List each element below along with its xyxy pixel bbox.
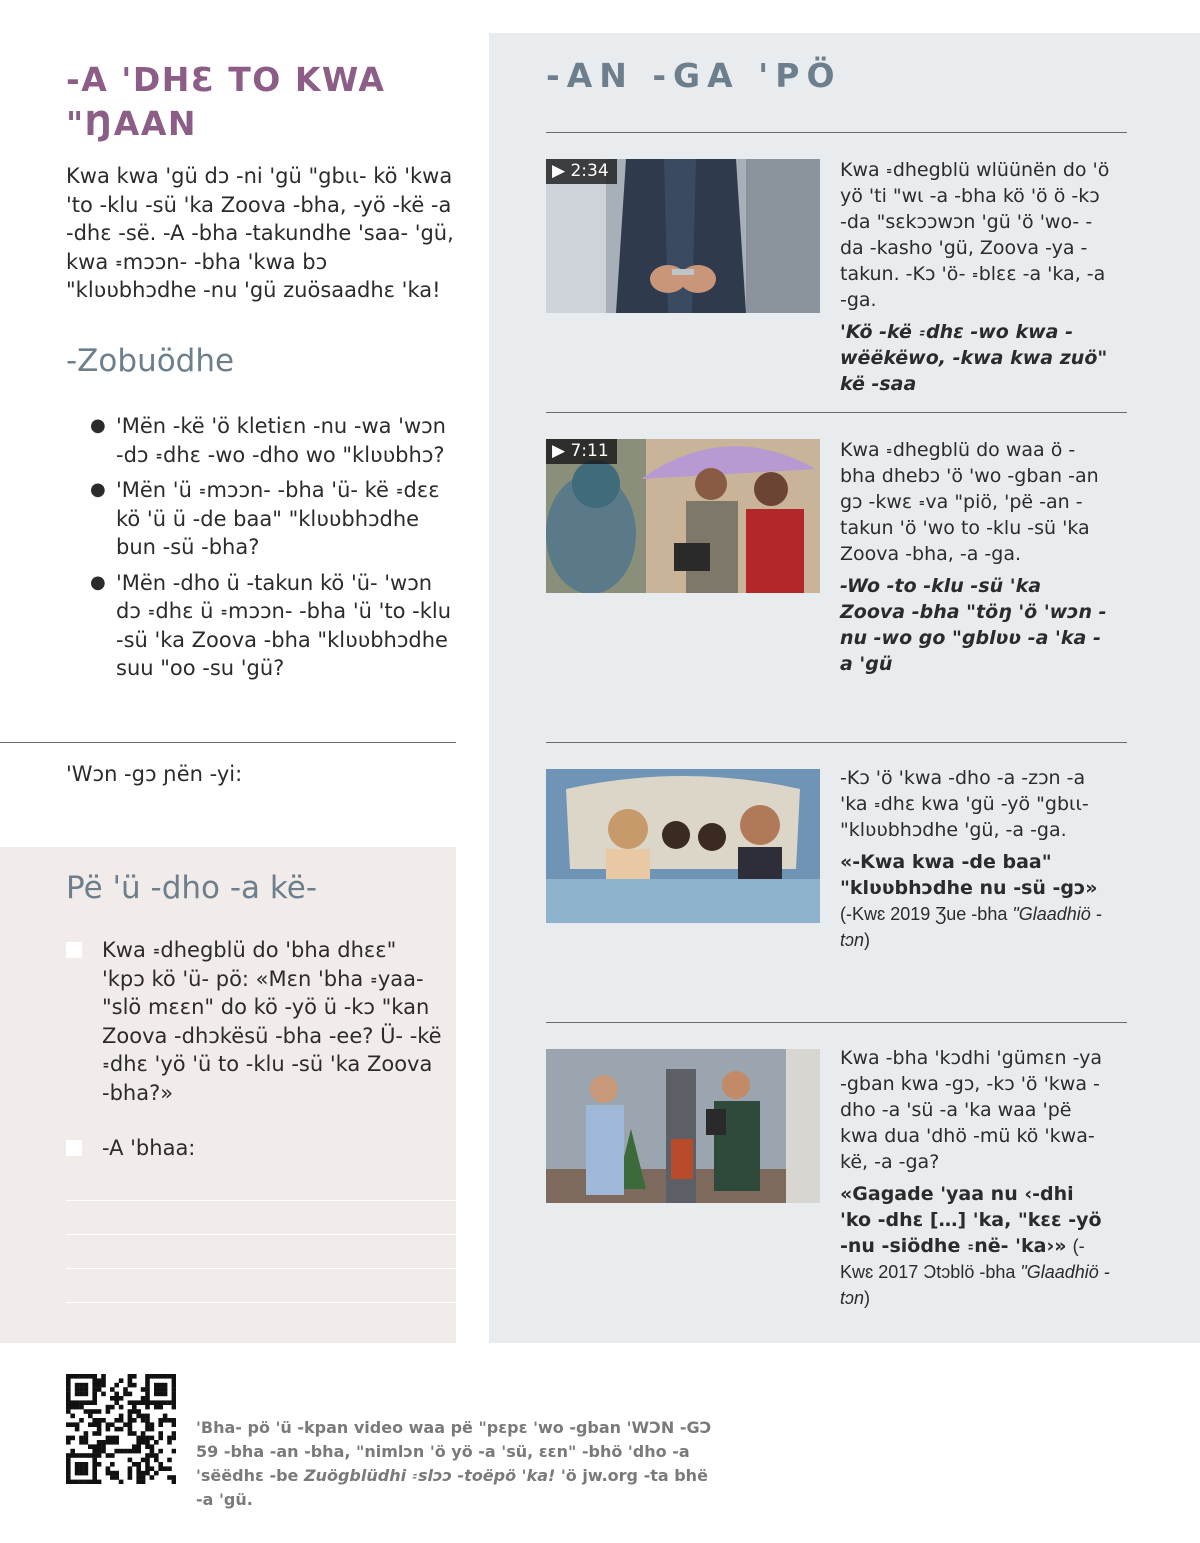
checklist-item [66,936,442,1106]
divider [546,742,1127,743]
neighbor-argument-scene-image [546,1049,820,1203]
article-title[interactable]: «-Kwa kwa -de baa" "klʋʋbhɔdhe nu -sü -gɔ» [840,851,1098,899]
article-source: (-Kwɛ 2019 Ʒue -bha "Glaadhiö -tɔn) [840,904,1102,950]
try-heading: Pë 'ü -dho -a kë- [66,870,318,906]
video-thumbnail[interactable] [546,159,820,313]
writing-line[interactable] [66,1200,456,1201]
video-summary: -Kɔ 'ö 'kwa -dho -a -zɔn -a 'ka ꞊dhɛ kwa 'gü -yö "gbɩɩ- "klʋʋbhɔdhe 'gü, -a -ga. [840,767,1089,841]
discussion-questions [90,412,460,690]
bullet-icon: ● [90,479,106,500]
question-text: 'Mën -dho ü -takun kö 'ü- 'wɔn dɔ ꞊dhɛ ü ꞊mɔɔn- -bha 'ü 'to -klu -sü 'ka Zoova -bha "klʋʋbhɔdhe suu "oo -su 'gü? [116,570,452,680]
video-thumbnail[interactable] [546,1049,820,1203]
article-title[interactable]: «Gagade 'yaa nu ‹-dhi 'ko -dhɛ […] 'ka, "kɛɛ -yö -nu -siödhe ꞊në- 'ka›» [840,1183,1102,1257]
checkbox[interactable] [66,942,82,958]
page-title: -A 'DHƐ TO KWA "ŊAAN [66,60,386,143]
checklist-text: Kwa ꞊dhegblü do 'bha dhɛɛ" 'kpɔ kö 'ü- pö: «Mɛn 'bha ꞊yaa- "slö mɛɛn" do kö -yö ü -kɔ "kan Zoova -dhɔkësü -bha -ee? Ü- -kë ꞊dhɛ 'yö 'ü to -klu -sü 'ka Zoova -bha?» [102,938,442,1105]
video-summary: Kwa -bha 'kɔdhi 'gümɛn -ya -gban kwa -gɔ, -kɔ 'ö 'kwa -dho -a 'sü -a 'ka waa 'pë kwa dua 'dhö -mü kö 'kwa- kë, -a -ga? [840,1047,1103,1173]
video-summary: Kwa ꞊dhegblü wlüünën do 'ö yö 'ti "wɩ -a -bha kö 'ö ö -kɔ -da "sɛkɔɔwɔn 'gü 'ö 'wo- -da -kasho 'gü, Zoova -ya -takun. -Kɔ 'ö- ꞊blɛɛ -a 'ka, -a -ga. [840,159,1110,311]
publication-name: "Glaadhiö -tɔn [840,1262,1110,1308]
video-description [840,437,1110,677]
bullet-icon: ● [90,415,106,436]
video-thumbnail[interactable] [546,439,820,593]
publication-name: "Glaadhiö -tɔn [840,904,1102,950]
divider [546,412,1127,413]
question-text: 'Mën -kë 'ö kletiɛn -nu -wa 'wɔn -dɔ ꞊dhɛ -wo -dho wo "klʋʋbhɔ? [116,414,446,467]
article-source: (-Kwɛ 2017 Ɔtɔblö -bha "Glaadhiö -tɔn) [840,1236,1110,1308]
next-question-label: 'Wɔn -gɔ ɲën -yi: [66,762,243,786]
qr-code-image [66,1374,176,1484]
video-description [840,765,1110,953]
publication-name: Zuögblüdhi ꞊slɔɔ -toëpö 'ka! [303,1466,556,1485]
video-reference [840,1181,1110,1311]
divider [546,1022,1127,1023]
discussion-heading: -Zobuödhe [66,343,235,379]
video-title[interactable]: 'Kö -kë ꞊dhɛ -wo kwa -wëëkëwo, -kwa kwa zuö" kë -saa [840,321,1108,395]
video-duration: ▶ 7:11 [546,439,617,464]
divider [0,742,456,743]
video-reference [840,849,1110,953]
writing-line[interactable] [66,1302,456,1303]
writing-line[interactable] [66,1234,456,1235]
video-duration: ▶ 2:34 [546,159,617,184]
question-item [90,569,460,683]
question-item [90,412,460,469]
qr-code[interactable] [66,1374,176,1484]
checklist-text: -A 'bhaa: [102,1136,196,1160]
family-car-scene-image [546,769,820,923]
checklist-item [66,1134,436,1166]
writing-line[interactable] [66,1268,456,1269]
footer-note: 'Bha- pö 'ü -kpan video waa pë "pɛpɛ 'wo -gban 'WƆN -GƆ 59 -bha -an -bha, "nimlɔn 'ö yö -a 'sü, ɛɛn" -bhö 'dho -a 'sëëdhɛ -be Zuögblüdhi ꞊slɔɔ -toëpö 'ka! 'ö jw.org -ta bhë -a 'gü. [196,1418,712,1509]
video-summary: Kwa ꞊dhegblü do waa ö -bha dhebɔ 'ö 'wo -gban -an gɔ -kwɛ ꞊va "piö, 'pë -an -takun 'ö 'wo to -klu -sü 'ka Zoova -bha, -a -ga. [840,439,1099,565]
video-description [840,157,1110,397]
videos-heading: -AN -GA 'PÖ [546,56,842,95]
bullet-icon: ● [90,571,106,593]
divider [546,132,1127,133]
checkbox[interactable] [66,1140,82,1156]
question-item [90,476,460,562]
question-text: 'Mën 'ü ꞊mɔɔn- -bha 'ü- kë ꞊dɛɛ kö 'ü ü -de baa" "klʋʋbhɔdhe bun -sü -bha? [116,478,440,559]
intro-paragraph: Kwa kwa 'gü dɔ -ni 'gü "gbɩɩ- kö 'kwa 'to -klu -sü 'ka Zoova -bha, -yö -kë -a -dhɛ -së. -A -bha -takundhe 'saa- 'gü, kwa ꞊mɔɔn- -bha 'kwa bɔ "klʋʋbhɔdhe -nu 'gü zuösaadhɛ 'ka! [66,164,454,302]
video-description [840,1045,1110,1311]
video-thumbnail[interactable] [546,769,820,923]
video-title[interactable]: -Wo -to -klu -sü 'ka Zoova -bha "töŋ 'ö 'wɔn -nu -wo go "gblʋʋ -a 'ka -a 'gü [840,575,1107,675]
